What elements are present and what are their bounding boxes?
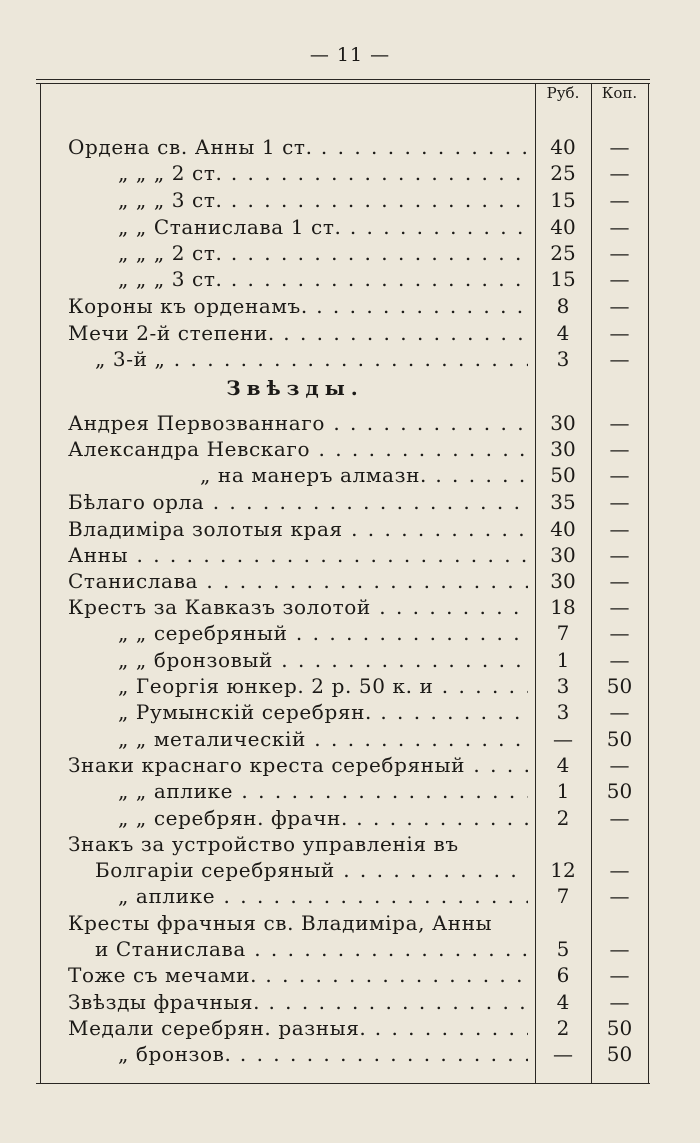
item-name [68, 320, 528, 346]
price-kop: — [609, 161, 630, 185]
price-kop: — [609, 700, 630, 724]
price-rub: 3 [556, 674, 570, 698]
list-item [0, 647, 700, 673]
list-item [0, 989, 700, 1015]
list-item [0, 752, 700, 778]
item-text: Болгаріи серебряный . . . [95, 858, 528, 882]
list-item [0, 346, 700, 372]
list-item [0, 160, 700, 186]
item-text: „ „ Станислава 1 ст. . . . [118, 215, 528, 239]
list-item [0, 214, 700, 240]
item-name [95, 936, 528, 962]
item-name [68, 489, 528, 515]
price-kop: — [609, 135, 630, 159]
item-name [95, 346, 528, 372]
price-rub: 2 [556, 1016, 570, 1040]
price-kop: — [609, 241, 630, 265]
list-item [0, 568, 700, 594]
price-kop: 50 [606, 779, 633, 803]
price-rub: 30 [550, 437, 576, 461]
item-text: Тоже съ мечами. . . . [68, 963, 528, 987]
price-rub: 30 [550, 569, 576, 593]
item-name [118, 160, 528, 186]
list-item [0, 726, 700, 752]
list-item [0, 805, 700, 831]
item-name [118, 726, 528, 752]
list-item [0, 436, 700, 462]
list-item [0, 240, 700, 266]
list-item [0, 489, 700, 515]
price-rub: 4 [556, 321, 570, 345]
item-text: Кресты фрачныя св. Владиміра, Анны [68, 911, 493, 935]
list-item [0, 699, 700, 725]
price-kop: — [609, 884, 630, 908]
item-text: Станислава . . . [68, 569, 528, 593]
item-name [68, 594, 528, 620]
list-item [0, 134, 700, 160]
item-text: Короны къ орденамъ. . . . [68, 294, 528, 318]
item-text: „ „ „ 2 ст. . . . [118, 241, 528, 265]
item-name [68, 293, 528, 319]
price-kop: — [609, 347, 630, 371]
item-text: „ Георгія юнкер. 2 р. 50 к. и . . . [118, 674, 528, 698]
price-rub: — [553, 727, 573, 751]
item-name [68, 989, 528, 1015]
list-item [0, 910, 700, 936]
price-rub: 35 [550, 490, 576, 514]
item-text: „ „ „ 2 ст. . . . [118, 161, 528, 185]
item-text: „ на манеръ алмазн. . . . [200, 463, 528, 487]
item-name [118, 187, 528, 213]
price-kop: — [609, 648, 630, 672]
price-rub: 18 [550, 595, 576, 619]
item-name [118, 673, 528, 699]
list-item [0, 857, 700, 883]
list-item [0, 1041, 700, 1067]
item-text: „ аплике . . . [118, 884, 528, 908]
price-kop: 50 [606, 674, 633, 698]
price-kop: — [609, 595, 630, 619]
price-rub: — [553, 1042, 573, 1066]
list-item [0, 462, 700, 488]
item-name [118, 647, 528, 673]
column-header-rub: Руб. [546, 84, 580, 102]
item-name [118, 266, 528, 292]
price-kop: — [609, 569, 630, 593]
item-text: „ „ аплике . . . [118, 779, 528, 803]
list-item [0, 620, 700, 646]
item-text: „ „ серебряный . . . [118, 621, 528, 645]
list-item [0, 778, 700, 804]
item-text: „ „ серебрян. фрачн. . . . [118, 806, 528, 830]
item-name [95, 857, 528, 883]
list-item [0, 410, 700, 436]
list-item [0, 962, 700, 988]
item-text: Александра Невскаго . . . [68, 437, 528, 461]
item-name [68, 1015, 528, 1041]
item-text: Звѣзды фрачныя. . . . [68, 990, 528, 1014]
price-kop: — [609, 294, 630, 318]
price-kop: — [609, 321, 630, 345]
list-item [0, 516, 700, 542]
price-kop: — [609, 517, 630, 541]
item-name [68, 910, 528, 936]
price-kop: — [609, 963, 630, 987]
list-item [0, 936, 700, 962]
price-rub: 25 [550, 161, 576, 185]
price-kop: — [609, 267, 630, 291]
price-rub: 3 [556, 700, 570, 724]
item-name [68, 752, 528, 778]
price-rub: 40 [550, 135, 576, 159]
price-rub: 1 [556, 779, 570, 803]
item-name [68, 831, 528, 857]
list-item [0, 542, 700, 568]
page-number: — 11 — [309, 44, 391, 66]
item-text: Бѣлаго орла . . . [68, 490, 528, 514]
price-rub: 4 [556, 753, 570, 777]
item-text: Знаки краснаго креста серебряный . . . [68, 753, 528, 777]
item-text: Мечи 2-й степени. . . . [68, 321, 528, 345]
item-name [118, 1041, 528, 1067]
price-kop: 50 [606, 1042, 633, 1066]
list-item [0, 187, 700, 213]
price-rub: 25 [550, 241, 576, 265]
list-item [0, 594, 700, 620]
price-kop: 50 [606, 1016, 633, 1040]
item-text: „ бронзов. . . . [118, 1042, 528, 1066]
price-kop: — [609, 753, 630, 777]
price-rub: 4 [556, 990, 570, 1014]
price-rub: 7 [556, 621, 570, 645]
list-item [0, 266, 700, 292]
bottom-rule [36, 1083, 650, 1084]
item-text: Ордена св. Анны 1 ст. . . . [68, 135, 528, 159]
price-rub: 40 [550, 517, 576, 541]
price-rub: 15 [550, 267, 576, 291]
item-name [68, 568, 528, 594]
price-kop: — [609, 990, 630, 1014]
item-name [68, 516, 528, 542]
item-name [118, 620, 528, 646]
list-item [0, 320, 700, 346]
price-kop: — [609, 463, 630, 487]
price-kop: — [609, 937, 630, 961]
item-text: „ Румынскій серебрян. . . . [118, 700, 528, 724]
price-rub: 8 [556, 294, 570, 318]
price-rub: 2 [556, 806, 570, 830]
price-kop: — [609, 806, 630, 830]
price-rub: 30 [550, 411, 576, 435]
item-text: и Станислава . . . [95, 937, 528, 961]
item-text: „ „ „ 3 ст. . . . [118, 188, 528, 212]
price-kop: — [609, 188, 630, 212]
item-text: Крестъ за Кавказъ золотой . . . [68, 595, 528, 619]
price-kop: — [609, 490, 630, 514]
price-rub: 1 [556, 648, 570, 672]
price-kop: — [609, 411, 630, 435]
list-item [0, 1015, 700, 1041]
item-text: Знакъ за устройство управленія въ [68, 832, 459, 856]
item-name [200, 462, 528, 488]
item-name [68, 410, 528, 436]
price-rub: 30 [550, 543, 576, 567]
item-text: „ „ „ 3 ст. . . . [118, 267, 528, 291]
list-item [0, 293, 700, 319]
list-item [0, 673, 700, 699]
price-rub: 5 [556, 937, 570, 961]
price-rub: 3 [556, 347, 570, 371]
price-rub: 6 [556, 963, 570, 987]
price-rub: 15 [550, 188, 576, 212]
section-heading: Звѣзды. [226, 376, 364, 400]
item-text: Медали серебрян. разныя. . . . [68, 1016, 528, 1040]
item-text: Владиміра золотыя края . . . [68, 517, 528, 541]
item-name [118, 778, 528, 804]
item-name [68, 962, 528, 988]
price-rub: 50 [550, 463, 576, 487]
item-text: „ 3-й „ . . . [95, 347, 528, 371]
item-text: „ „ бронзовый . . . [118, 648, 528, 672]
item-name [118, 214, 528, 240]
price-kop: 50 [606, 727, 633, 751]
price-kop: — [609, 215, 630, 239]
item-name [118, 805, 528, 831]
column-header-kop: Коп. [601, 84, 638, 102]
item-name [118, 699, 528, 725]
price-kop: — [609, 621, 630, 645]
item-name [68, 134, 528, 160]
price-rub: 7 [556, 884, 570, 908]
price-kop: — [609, 543, 630, 567]
price-kop: — [609, 858, 630, 882]
item-text: Анны . . . [68, 543, 528, 567]
top-rule [36, 79, 650, 80]
item-text: „ „ металическій . . . [118, 727, 528, 751]
item-name [118, 883, 528, 909]
list-item [0, 831, 700, 857]
item-name [68, 436, 528, 462]
price-kop: — [609, 437, 630, 461]
price-rub: 12 [550, 858, 576, 882]
list-item [0, 883, 700, 909]
item-name [118, 240, 528, 266]
item-text: Андрея Первозваннаго . . . [68, 411, 528, 435]
price-rub: 40 [550, 215, 576, 239]
item-name [68, 542, 528, 568]
